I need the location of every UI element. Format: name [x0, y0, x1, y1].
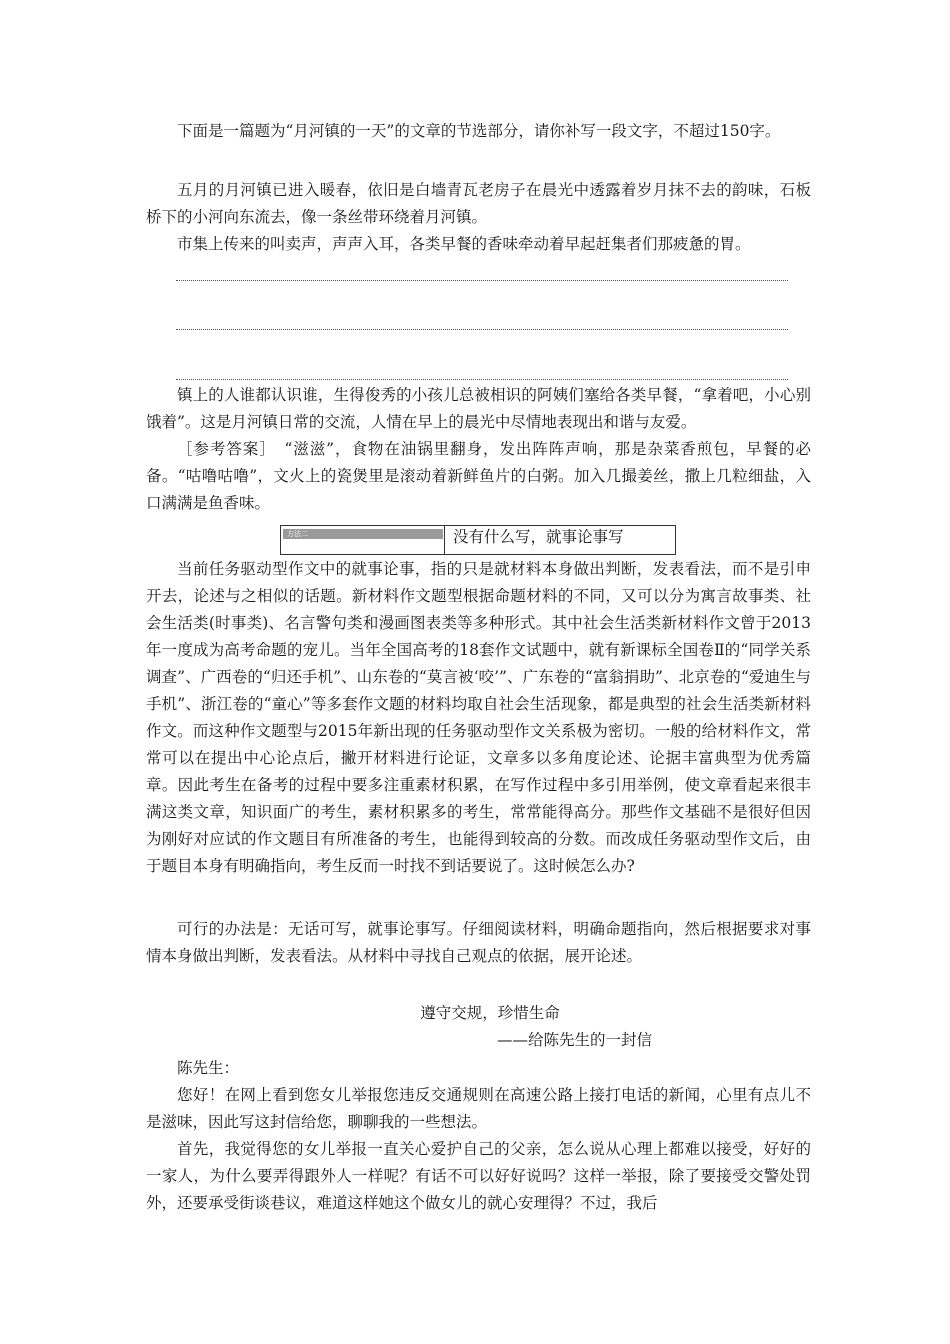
reference-answer: ［参考答案］ “滋滋”，食物在油锅里翻身，发出阵阵声响，那是杂菜香煎包，早餐的必备。“咕噜咕噜”，文火上的瓷煲里是滚动着新鲜鱼片的白粥。加入几撮姜丝，撒上几粒细盐，入口满满是鱼香味。 — [146, 440, 811, 512]
task-prompt: 下面是一篇题为“月河镇的一天”的文章的节选部分，请你补写一段文字，不超过150字。 — [177, 122, 781, 140]
passage-paragraph-3: 镇上的人谁都认识谁，生得俊秀的小孩儿总被相识的阿姨们塞给各类早餐，“拿着吧，小心别饿着”。这是月河镇日常的交流，人情在早上的晨光中尽情地表现出和谐与友爱。 — [146, 386, 811, 431]
body-paragraph-1: 当前任务驱动型作文中的就事论事，指的只是就材料本身做出判断，发表看法，而不是引申开去，论述与之相似的话题。新材料作文题型根据命题材料的不同，又可以分为寓言故事类、社会生活类(时事类)、名言警句类和漫画图表类等多种形式。其中社会生活类新材料作文曾于2013年一度成为高考命题的宠儿。当年全国高考的18套作文试题中，就有新课标全国卷Ⅱ的“同学关系调查”、广西卷的“归还手机”、山东卷的“莫言被‘咬’”、广东卷的“富翁捐助”、北京卷的“爱迪生与手机”、浙江卷的“童心”等多套作文题的材料均取自社会生活现象，都是典型的社会生活类新材料作文。而这种作文题型与2015年新出现的任务驱动型作文关系极为密切。一般的给材料作文，常常可以在提出中心论点后，撇开材料进行论证，文章多以多角度论述、论据丰富典型为优秀篇章。因此考生在备考的过程中要多注重素材积累，在写作过程中多引用举例，使文章看起来很丰满这类文章，知识面广的考生，素材积累多的考生，常常能得高分。那些作文基础不是很好但因为刚好对应试的作文题目有所准备的考生，也能得到较高的分数。而改成任务驱动型作文后，由于题目本身有明确指向，考生反而一时找不到话要说了。这时候怎么办? — [146, 560, 811, 875]
method-heading-box — [280, 525, 676, 555]
method-title: 没有什么写，就事论事写 — [453, 528, 624, 546]
letter-paragraph-2: 首先，我觉得您的女儿举报一直关心爱护自己的父亲，怎么说从心理上都难以接受，好好的一家人，为什么要弄得跟外人一样呢？有话不可以好好说吗？这样一举报，除了要接受交警处罚外，还要承受街谈巷议，难道这样她这个做女儿的就心安理得？不过，我后 — [146, 1140, 811, 1212]
method-divider — [444, 526, 445, 554]
answer-blank-line-2 — [176, 329, 788, 330]
body-paragraph-2: 可行的办法是：无话可写，就事论事写。仔细阅读材料，明确命题指向，然后根据要求对事情本身做出判断，发表看法。从材料中寻找自己观点的依据，展开论述。 — [146, 920, 811, 965]
answer-blank-line-1 — [176, 280, 788, 281]
letter-title: 遵守交规，珍惜生命 — [420, 1004, 560, 1022]
letter-subtitle: ——给陈先生的一封信 — [497, 1031, 653, 1049]
passage-paragraph-2: 市集上传来的叫卖声，声声入耳，各类早餐的香味牵动着早起赶集者们那疲惫的胃。 — [177, 235, 751, 253]
method-tag: 方法二 — [283, 529, 443, 539]
letter-paragraph-1: 您好！在网上看到您女儿举报您违反交通规则在高速公路上接打电话的新闻，心里有点儿不是滋味，因此写这封信给您，聊聊我的一些想法。 — [146, 1086, 811, 1131]
passage-paragraph-1: 五月的月河镇已进入暖春，依旧是白墙青瓦老房子在晨光中透露着岁月抹不去的韵味，石板桥下的小河向东流去，像一条丝带环绕着月河镇。 — [146, 181, 811, 226]
letter-salutation: 陈先生： — [177, 1059, 240, 1077]
answer-blank-line-3 — [176, 379, 788, 380]
